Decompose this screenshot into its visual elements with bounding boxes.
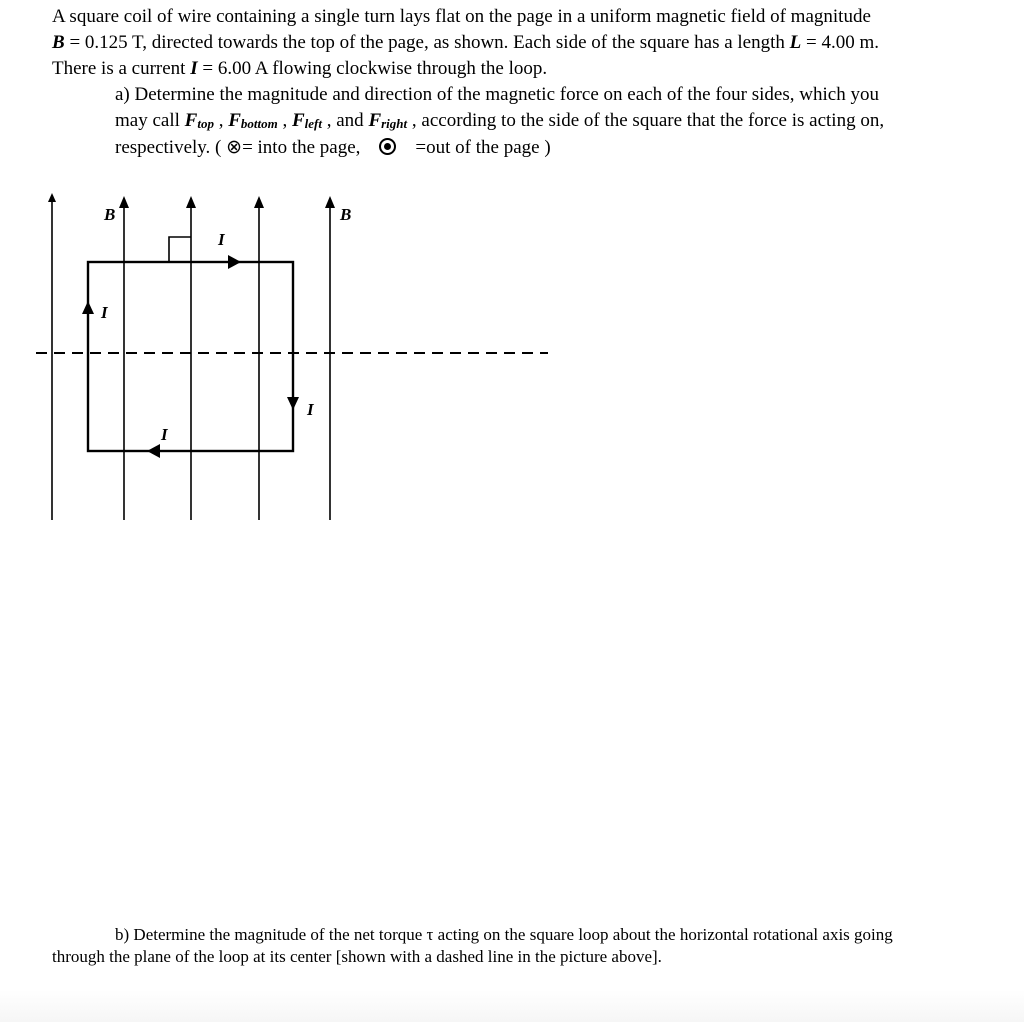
current-arrow-top bbox=[228, 255, 241, 269]
label-I-right: I bbox=[307, 400, 314, 419]
intro-text-2b: = 4.00 m. bbox=[801, 32, 879, 53]
label-B-left: B bbox=[104, 205, 116, 224]
into-page-icon: ⊗ bbox=[226, 136, 243, 158]
field-arrowhead-2 bbox=[119, 196, 129, 208]
label-I-left: I bbox=[101, 303, 108, 322]
intro-text-3b: = 6.00 A flowing clockwise through the loop. bbox=[197, 58, 548, 79]
current-arrow-bottom bbox=[147, 444, 160, 458]
field-arrowhead-1 bbox=[48, 193, 56, 202]
part-a-text-1: a) Determine the magnitude and direction of the magnetic force on each of the four sides, which you bbox=[115, 84, 879, 105]
symbol-L: L bbox=[789, 32, 802, 53]
symbol-F-left: F bbox=[291, 110, 305, 131]
current-arrow-left bbox=[82, 301, 94, 314]
part-b-text-2: through the plane of the loop at its center [shown with a dashed line in the picture above]. bbox=[52, 947, 662, 966]
field-arrowhead-3 bbox=[186, 196, 196, 208]
symbol-B: B bbox=[52, 32, 65, 53]
symbol-F-bottom: F bbox=[228, 110, 241, 131]
comma-1: , bbox=[213, 110, 229, 131]
symbol-F-right: F bbox=[368, 110, 382, 131]
intro-text-1: A square coil of wire containing a single turn lays flat on the page in a uniform magnetic field of magnitude bbox=[52, 6, 871, 27]
intro-text-2a: = 0.125 T, directed towards the top of the page, as shown. Each side of the square has a length bbox=[64, 32, 790, 53]
part-a-text-3a: respectively. ( bbox=[115, 137, 227, 158]
label-B-right: B bbox=[340, 205, 352, 224]
into-page-text: = into the page, bbox=[242, 137, 361, 158]
subscript-top: top bbox=[197, 116, 214, 131]
page-bottom-shade bbox=[0, 990, 1024, 1022]
subscript-right: right bbox=[381, 116, 408, 131]
label-I-bottom: I bbox=[161, 425, 168, 444]
symbol-I: I bbox=[190, 58, 198, 79]
part-b-line-1 bbox=[115, 924, 893, 946]
out-of-page-text: =out of the page ) bbox=[415, 137, 551, 158]
comma-2: , bbox=[277, 110, 292, 131]
part-a-text-2b: , according to the side of the square that the force is acting on, bbox=[407, 110, 885, 131]
part-b-line-2 bbox=[52, 946, 662, 968]
label-I-top: I bbox=[218, 230, 225, 249]
field-arrowhead-4 bbox=[254, 196, 264, 208]
subscript-left: left bbox=[304, 116, 322, 131]
subscript-bottom: bottom bbox=[240, 116, 278, 131]
current-arrow-right bbox=[287, 397, 299, 410]
right-angle-marker bbox=[169, 237, 191, 262]
and-text: , and bbox=[322, 110, 369, 131]
part-b-text-1: b) Determine the magnitude of the net torque τ acting on the square loop about the horizontal rotational axis going bbox=[115, 925, 893, 944]
intro-text-3a: There is a current bbox=[52, 58, 191, 79]
symbol-F-top: F bbox=[184, 110, 198, 131]
part-a-text-2a: may call bbox=[115, 110, 185, 131]
field-arrowhead-5 bbox=[325, 196, 335, 208]
